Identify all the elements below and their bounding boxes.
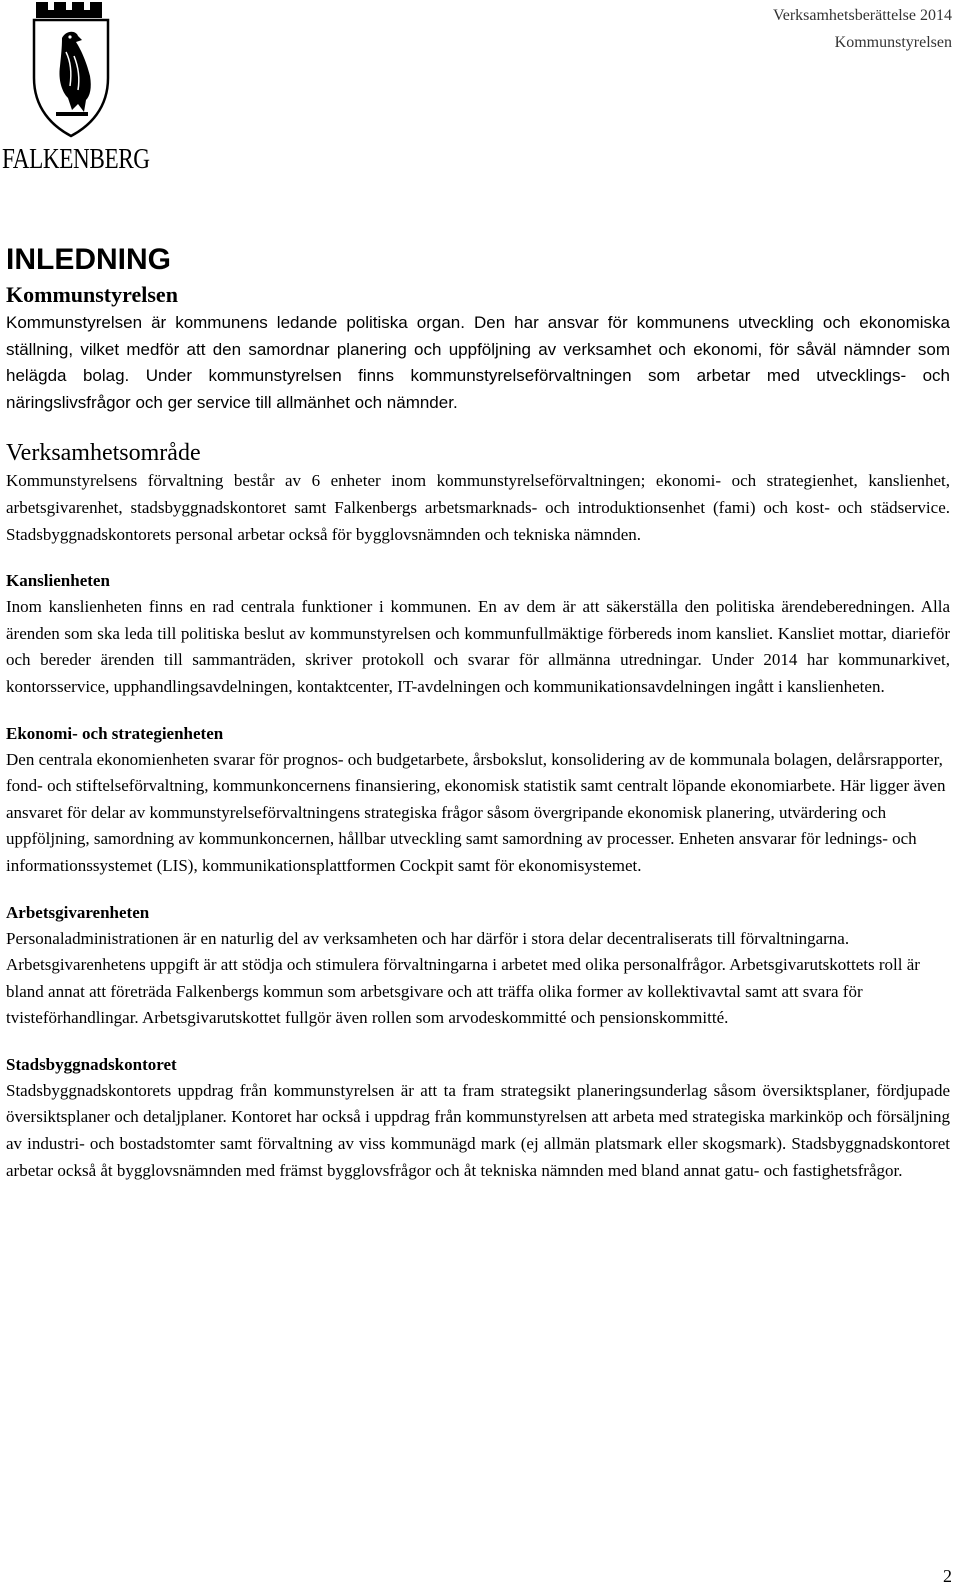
document-header: [773, 2, 952, 56]
section-body-verksamhetsomrade: Kommunstyrelsens förvaltning består av 6 enheter inom kommunstyrelseförvaltningen; ekonomi- och strategienhet, kanslienhet, arbetsgivarenhet, stadsbyggnadskontoret samt Falkenbergs arbetsmarknads- och introduktionsenhet (fami) och kost- och städservice. Stadsbyggnadskontorets personal arbetar också för bygglovsnämnden och tekniska nämnden.: [6, 471, 950, 544]
page-heading: INLEDNING: [6, 243, 171, 276]
section-title-verksamhetsomrade: Verksamhetsområde: [6, 440, 201, 467]
section-title-arbetsgivarenheten: Arbetsgivarenheten: [6, 902, 150, 922]
section-body-stadsbyggnadskontoret: Stadsbyggnadskontorets uppdrag från kommunstyrelsen är att ta fram strategsikt planeringsunderlag såsom översiktsplaner, fördjupade översiktsplaner och detaljplaner. Kontoret har också i uppdrag från kommunstyrelsen att arbeta med strategiska markinköp och försäljning av industri- och bostadstomter samt förvaltning av viss kommunägd mark (ej allmän platsmark eller skogsmark). Stadsbyggnadskontoret arbetar också åt bygglovsnämnden med främst bygglovsfrågor och åt tekniska nämnden med bland annat gatu- och fastighetsfrågor.: [6, 1080, 950, 1180]
document-subtitle: Kommunstyrelsen: [834, 34, 952, 51]
section-body-ekonomi: Den centrala ekonomienheten svarar för prognos- och budgetarbete, årsbokslut, konsolidering av de kommunala bolagen, delårsrapporter, fond- och stiftelseförvaltning, kommunkoncernens finansiering, ekonomisk statistik samt centralt löpande ekonomiarbete. Här ligger även ansvaret för delar av kommunstyrelseförvaltningens strategiska frågor såsom övergripande ekonomisk planering, utvärdering och uppföljning, samordning av kommunkoncernen, hållbar utveckling samt samordning av processer. Enheten ansvarar för lednings- och informationssystemet (LIS), kommunikationsplattformen Cockpit samt för ekonomisystemet.: [6, 749, 946, 875]
section-body-kanslienheten: Inom kanslienheten finns en rad centrala funktioner i kommunen. En av dem är att säkerställa den politiska ärendeberedningen. Alla ärenden som ska leda till politiska beslut av kommunstyrelsen och kommunfullmäktige förbereds inom kansliet. Kansliet mottar, diarieför och bereder ärenden till sammanträden, skriver protokoll och svarar för allmänna utredningar. Under 2014 har kommunarkivet, kontorsservice, upphandlingsavdelningen, kontaktcenter, IT-avdelningen och kommunikationsavdelningen ingått i kanslienheten.: [6, 597, 950, 696]
section-title-kanslienheten: Kanslienheten: [6, 571, 110, 591]
page-number: 2: [943, 1566, 952, 1586]
falcon-shield-icon: [6, 0, 136, 140]
main-content: [6, 240, 950, 1184]
section-title-stadsbyggnadskontoret: Stadsbyggnadskontoret: [6, 1054, 177, 1074]
section-body-arbetsgivarenheten: Personaladministrationen är en naturlig del av verksamheten och har därför i stora delar decentraliserats till förvaltningarna. Arbetsgivarenhetens uppgift är att stödja och stimulera förvaltningarna i arbetet med olika personalfrågor. Arbetsgivarutskottets roll är bland annat att företräda Falkenbergs kommun som arbetsgivare och att träffa olika former av kollektivavtal samt att svara för tvisteförhandlingar. Arbetsgivarutskottet fullgör även rollen som arvodeskommitté och pensionskommitté.: [6, 928, 920, 1028]
section-title-kommunstyrelsen: Kommunstyrelsen: [6, 282, 178, 307]
section-title-ekonomi: Ekonomi- och strategienheten: [6, 723, 224, 743]
section-body-kommunstyrelsen: Kommunstyrelsen är kommunens ledande politiska organ. Den har ansvar för kommunens utveckling och ekonomiska ställning, vilket medför att den samordnar planering och uppföljning av verksamhet och ekonomi, för såväl nämnder som helägda bolag. Under kommunstyrelsen finns kommunstyrelseförvaltningen som arbetar med utvecklings- och näringslivsfrågor och ger service till allmänhet och nämnder.: [6, 313, 950, 412]
logo-wordmark: FALKENBERG: [2, 143, 150, 175]
document-title: Verksamhetsberättelse 2014: [772, 7, 952, 24]
